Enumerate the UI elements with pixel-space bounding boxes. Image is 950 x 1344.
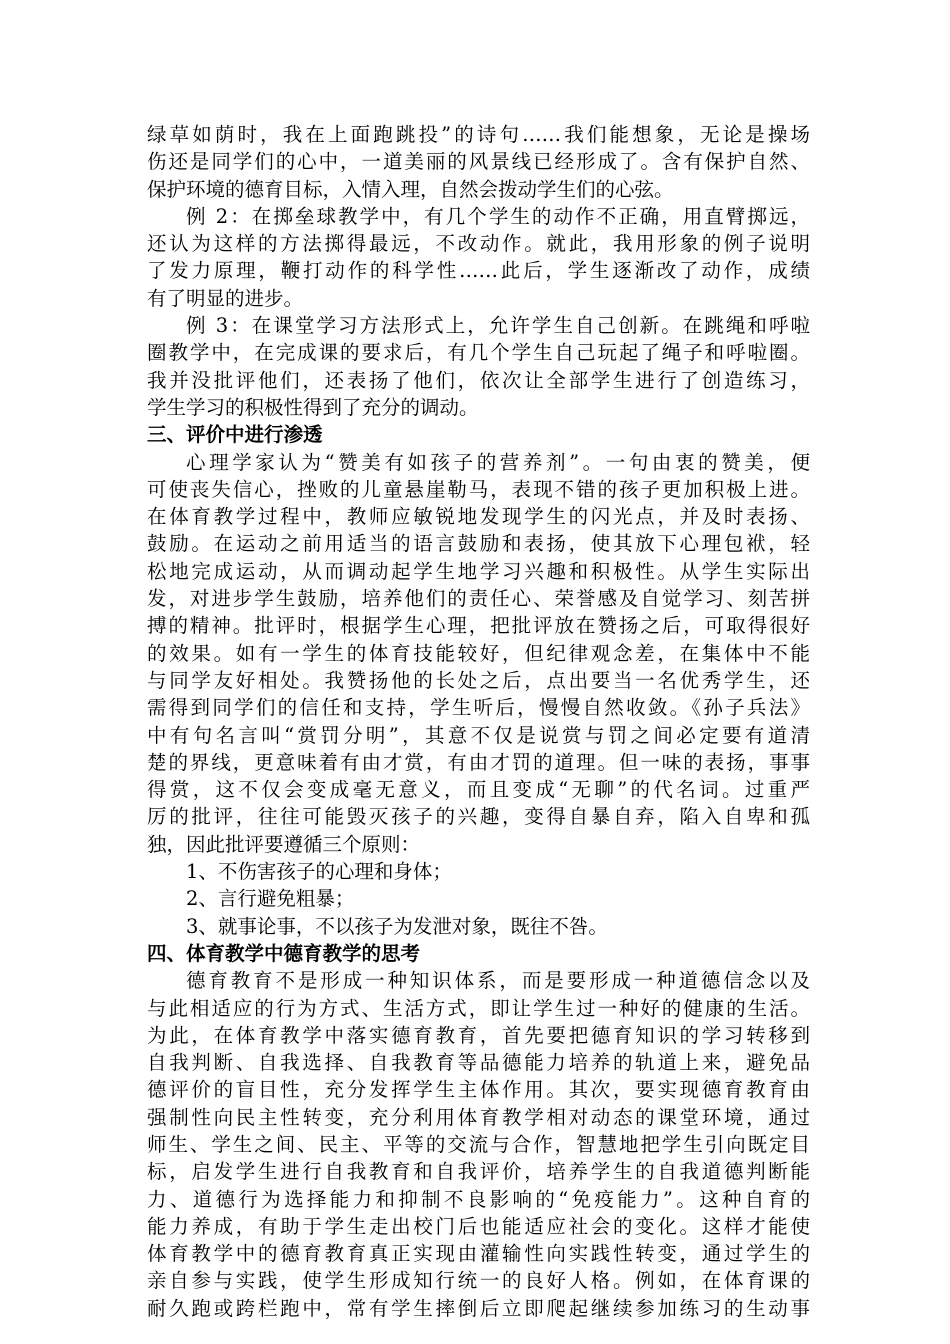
body-line: 与同学友好相处。我赞扬他的长处之后，点出要当一名优秀学生，还 bbox=[147, 668, 810, 692]
body-line: 了发力原理，鞭打动作的科学性……此后，学生逐渐改了动作，成绩 bbox=[147, 259, 810, 283]
section-heading: 三、评价中进行渗透 bbox=[147, 423, 323, 447]
body-line: 鼓励。在运动之前用适当的语言鼓励和表扬，使其放下心理包袱，轻 bbox=[147, 532, 810, 556]
body-line: 得赏，这不仅会变成毫无意义，而且变成“无聊”的代名词。过重严 bbox=[147, 778, 810, 802]
document-page bbox=[147, 121, 810, 1322]
document-body bbox=[147, 121, 810, 1322]
body-line: 与此相适应的行为方式、生活方式，即让学生过一种好的健康的生活。 bbox=[147, 996, 810, 1020]
body-line: 耐久跑或跨栏跑中，常有学生摔倒后立即爬起继续参加练习的生动事 bbox=[147, 1296, 810, 1320]
paragraph-first-line: 例 2：在掷垒球教学中，有几个学生的动作不正确，用直臂掷远， bbox=[186, 204, 810, 228]
body-line: 德评价的盲目性，充分发挥学生主体作用。其次，要实现德育教育由 bbox=[147, 1078, 810, 1102]
body-line: 圈教学中，在完成课的要求后，有几个学生自己玩起了绳子和呼啦圈。 bbox=[147, 341, 810, 365]
body-line: 力、道德行为选择能力和抑制不良影响的“免疫能力”。这种自育的 bbox=[147, 1187, 810, 1211]
paragraph-last-line: 有了明显的进步。 bbox=[147, 286, 304, 310]
body-line: 可使丧失信心，挫败的儿童悬崖勒马，表现不错的孩子更加积极上进。 bbox=[147, 477, 810, 501]
body-line: 松地完成运动，从而调动起学生地学习兴趣和积极性。从学生实际出 bbox=[147, 559, 810, 583]
section-heading: 四、体育教学中德育教学的思考 bbox=[147, 941, 421, 965]
paragraph-first-line: 德育教育不是形成一种知识体系，而是要形成一种道德信念以及 bbox=[186, 969, 810, 993]
body-line: 我并没批评他们，还表扬了他们，依次让全部学生进行了创造练习， bbox=[147, 368, 810, 392]
paragraph-last-line: 独，因此批评要遵循三个原则： bbox=[147, 832, 421, 856]
body-line: 发，对进步学生鼓励，培养他们的责任心、荣誉感及自觉学习、刻苦拼 bbox=[147, 587, 810, 611]
body-line: 亲自参与实践，使学生形成知行统一的良好人格。例如，在体育课的 bbox=[147, 1269, 810, 1293]
body-line: 能力养成，有助于学生走出校门后也能适应社会的变化。这样才能使 bbox=[147, 1214, 810, 1238]
body-line: 为此，在体育教学中落实德育教育，首先要把德育知识的学习转移到 bbox=[147, 1023, 810, 1047]
body-line: 还认为这样的方法掷得最远，不改动作。就此，我用形象的例子说明 bbox=[147, 232, 810, 256]
body-line: 自我判断、自我选择、自我教育等品德能力培养的轨道上来，避免品 bbox=[147, 1051, 810, 1075]
body-line: 的效果。如有一学生的体育技能较好，但纪律观念差，在集体中不能 bbox=[147, 641, 810, 665]
body-line: 伤还是同学们的心中，一道美丽的风景线已经形成了。含有保护自然、 bbox=[147, 150, 810, 174]
body-line: 楚的界线，更意味着有由才赏，有由才罚的道理。但一味的表扬，事事 bbox=[147, 750, 810, 774]
body-line: 体育教学中的德育教育真正实现由灌输性向实践性转变，通过学生的 bbox=[147, 1242, 810, 1266]
body-line: 搏的精神。批评时，根据学生心理，把批评放在赞扬之后，可取得很好 bbox=[147, 614, 810, 638]
body-line: 标，启发学生进行自我教育和自我评价，培养学生的自我道德判断能 bbox=[147, 1160, 810, 1184]
paragraph-first-line: 心理学家认为“赞美有如孩子的营养剂”。一句由衷的赞美，便 bbox=[186, 450, 810, 474]
body-line: 强制性向民主性转变，充分利用体育教学相对动态的课堂环境，通过 bbox=[147, 1105, 810, 1129]
body-line: 绿草如荫时，我在上面跑跳投”的诗句……我们能想象，无论是操场 bbox=[147, 123, 810, 146]
body-line: 厉的批评，往往可能毁灭孩子的兴趣，变得自暴自弃，陷入自卑和孤 bbox=[147, 805, 810, 829]
paragraph-last-line: 学生学习的积极性得到了充分的调动。 bbox=[147, 395, 479, 419]
paragraph-last-line: 保护环境的德育目标，入情入理，自然会拨动学生们的心弦。 bbox=[147, 177, 674, 201]
list-item: 1、不伤害孩子的心理和身体； bbox=[186, 860, 452, 884]
body-line: 中有句名言叫“赏罚分明”，其意不仅是说赏与罚之间必定要有道清 bbox=[147, 723, 810, 747]
paragraph-first-line: 例 3：在课堂学习方法形式上，允许学生自己创新。在跳绳和呼啦 bbox=[186, 314, 810, 338]
body-line: 在体育教学过程中，教师应敏锐地发现学生的闪光点，并及时表扬、 bbox=[147, 505, 810, 529]
list-item: 3、就事论事，不以孩子为发泄对象，既往不咎。 bbox=[186, 914, 608, 938]
body-line: 需得到同学们的信任和支持，学生听后，慢慢自然收敛。《孙子兵法》 bbox=[147, 696, 810, 720]
body-line: 师生、学生之间、民主、平等的交流与合作，智慧地把学生引向既定目 bbox=[147, 1132, 810, 1156]
list-item: 2、言行避免粗暴； bbox=[186, 887, 355, 911]
